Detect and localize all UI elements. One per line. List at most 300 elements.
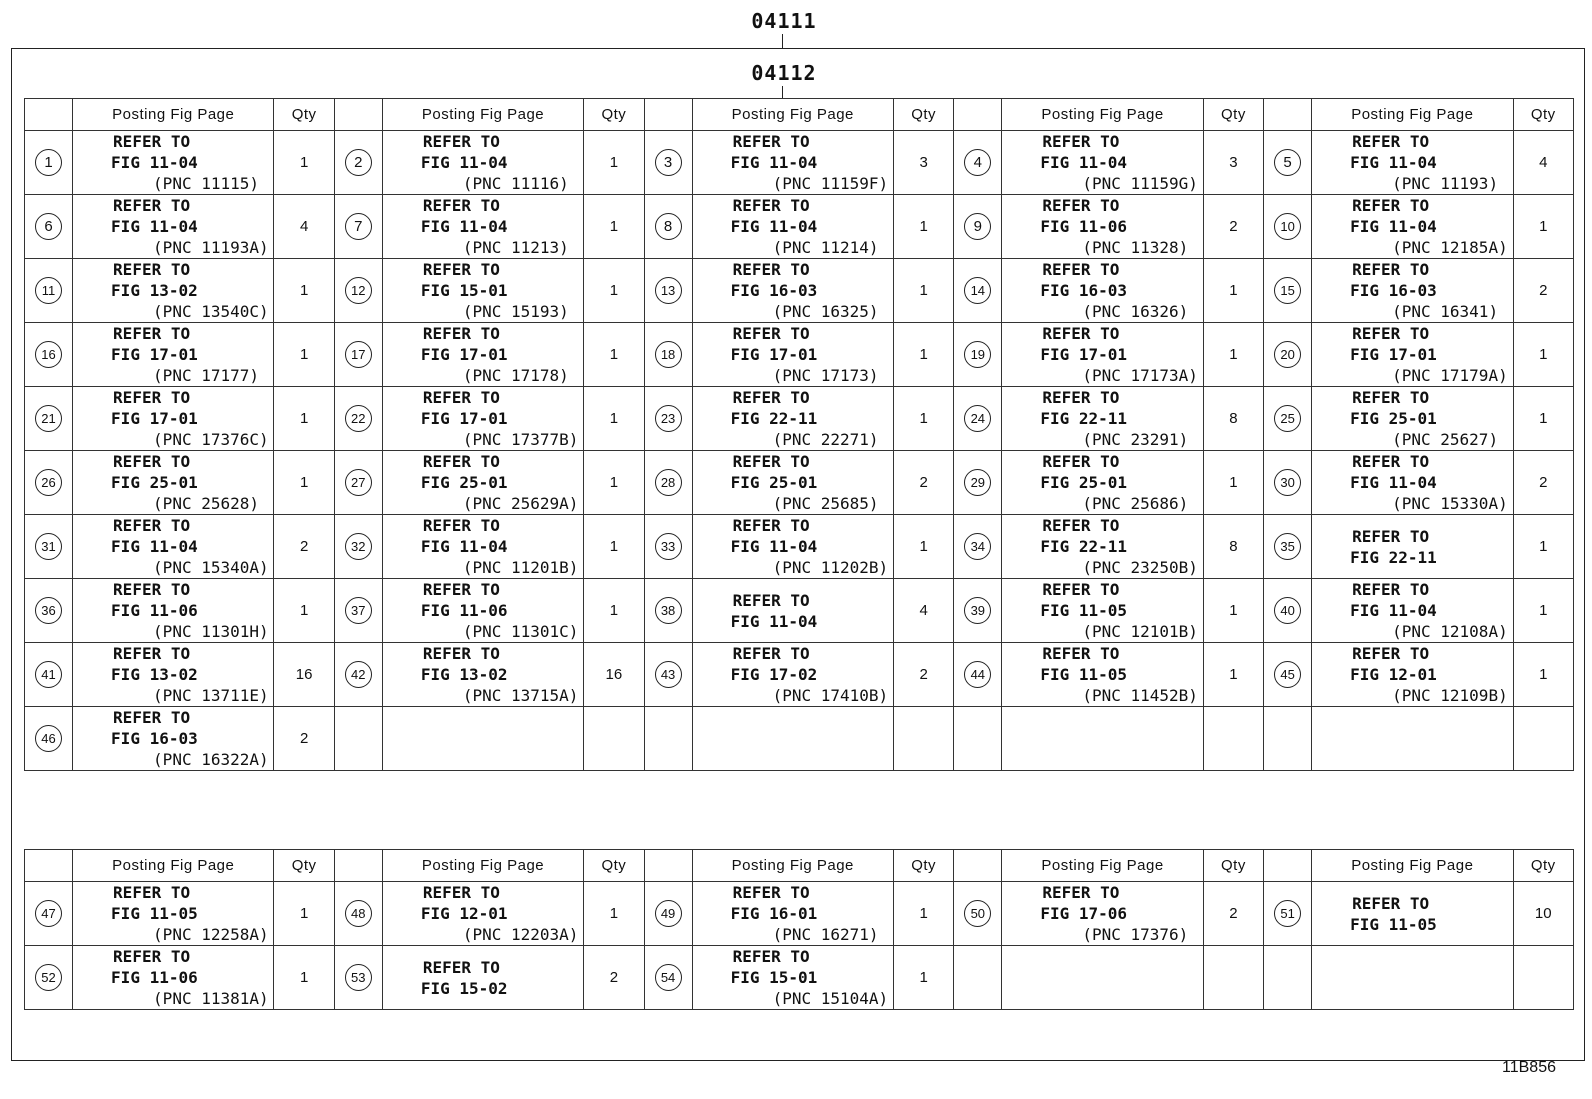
qty-cell [1513, 387, 1573, 451]
reference-text [693, 590, 893, 632]
posting-fig-page-cell [1002, 515, 1203, 579]
posting-fig-page-cell [382, 387, 583, 451]
item-number-cell [334, 131, 382, 195]
qty-cell [1513, 323, 1573, 387]
refer-to-text: REFER TO [113, 388, 191, 407]
qty-value: 1 [1229, 346, 1238, 363]
pnc-reference: (PNC 11301H) [153, 622, 269, 641]
qty-cell [274, 579, 334, 643]
posting-fig-page-cell [1312, 195, 1513, 259]
fig-reference: FIG 11-06 [420, 601, 508, 620]
qty-value: 1 [609, 410, 619, 427]
fig-reference: FIG 16-03 [1040, 281, 1128, 300]
pnc-reference: (PNC 15193) [462, 302, 569, 321]
qty-cell [584, 259, 644, 323]
qty-value: 1 [1539, 538, 1548, 555]
posting-fig-page-cell [73, 643, 274, 707]
fig-reference: FIG 11-05 [1350, 914, 1437, 934]
posting-fig-page-cell [1312, 387, 1513, 451]
posting-fig-page-cell [73, 579, 274, 643]
posting-fig-page-header: Posting Fig Page [1312, 99, 1513, 131]
fig-reference: FIG 17-01 [1350, 345, 1437, 364]
fig-reference: FIG 17-01 [111, 409, 198, 428]
item-number-circle: 18 [655, 341, 682, 368]
refer-to-text: REFER TO [1352, 260, 1430, 279]
qty-cell [274, 707, 334, 771]
pnc-reference: (PNC 11214) [772, 238, 879, 257]
item-number-circle: 15 [1274, 277, 1301, 304]
item-number-circle: 9 [964, 213, 991, 240]
posting-fig-page-header: Posting Fig Page [1002, 850, 1203, 882]
pnc-reference: (PNC 11202B) [772, 558, 889, 577]
posting-fig-page-header: Posting Fig Page [73, 850, 274, 882]
table-row [25, 451, 1574, 515]
qty-cell [584, 707, 644, 771]
refer-to-text: REFER TO [422, 516, 500, 535]
item-number-cell [954, 259, 1002, 323]
qty-header: Qty [1513, 99, 1573, 131]
fig-reference: FIG 11-04 [111, 537, 198, 556]
posting-fig-page-cell [1312, 579, 1513, 643]
qty-cell [584, 946, 644, 1010]
qty-header: Qty [1513, 850, 1573, 882]
posting-fig-page-cell [692, 946, 893, 1010]
qty-cell [893, 451, 953, 515]
qty-cell [893, 882, 953, 946]
fig-reference: FIG 11-04 [420, 217, 508, 236]
item-number-cell [644, 643, 692, 707]
table-row [25, 195, 1574, 259]
fig-reference: FIG 17-01 [111, 345, 198, 364]
item-number-circle: 14 [964, 277, 991, 304]
refer-to-text: REFER TO [113, 196, 191, 215]
reference-text [73, 643, 273, 706]
item-number-cell [644, 882, 692, 946]
posting-fig-page-cell [382, 515, 583, 579]
item-number-circle: 8 [655, 213, 682, 240]
pnc-reference: (PNC 11301C) [462, 622, 579, 641]
fig-reference: FIG 11-04 [730, 537, 818, 556]
reference-text [73, 131, 273, 194]
fig-reference: FIG 11-04 [1350, 473, 1437, 492]
item-number-cell [644, 323, 692, 387]
item-number-circle: 39 [964, 597, 991, 624]
refer-to-text: REFER TO [422, 324, 500, 343]
posting-fig-page-cell [382, 259, 583, 323]
qty-cell [274, 195, 334, 259]
posting-fig-page-cell [73, 707, 274, 771]
reference-text [693, 387, 893, 450]
fig-reference: FIG 11-05 [111, 904, 198, 923]
qty-value: 1 [299, 154, 309, 171]
qty-cell [893, 946, 953, 1010]
item-number-cell [954, 707, 1002, 771]
reference-text [1312, 643, 1512, 706]
qty-value: 1 [919, 410, 928, 427]
posting-fig-page-cell [692, 195, 893, 259]
refer-to-text: REFER TO [732, 132, 810, 151]
qty-cell [274, 131, 334, 195]
item-number-cell [954, 579, 1002, 643]
refer-to-text: REFER TO [1352, 526, 1430, 546]
reference-text [383, 387, 583, 450]
qty-header: Qty [1203, 99, 1263, 131]
fig-reference: FIG 17-01 [730, 345, 818, 364]
qty-value: 1 [919, 346, 928, 363]
reference-table-main [24, 98, 1574, 771]
posting-fig-page-header: Posting Fig Page [382, 850, 583, 882]
fig-reference: FIG 13-02 [111, 281, 198, 300]
pnc-reference: (PNC 12109B) [1392, 686, 1508, 705]
qty-value: 2 [919, 474, 928, 491]
item-number-cell [954, 323, 1002, 387]
qty-cell [1203, 579, 1263, 643]
table-row [25, 259, 1574, 323]
qty-cell [584, 643, 644, 707]
item-number-cell [954, 515, 1002, 579]
refer-to-text: REFER TO [732, 590, 810, 610]
refer-to-text: REFER TO [1042, 324, 1120, 343]
posting-fig-page-cell [382, 195, 583, 259]
pnc-reference: (PNC 12258A) [153, 925, 269, 944]
reference-text [1002, 451, 1202, 514]
posting-fig-page-cell [692, 387, 893, 451]
posting-fig-page-header: Posting Fig Page [692, 99, 893, 131]
refer-to-text: REFER TO [1352, 644, 1430, 663]
reference-text [383, 643, 583, 706]
pnc-reference: (PNC 17177) [153, 366, 260, 385]
item-number-cell [25, 579, 73, 643]
qty-value: 1 [1539, 410, 1548, 427]
refer-to-text: REFER TO [113, 644, 191, 663]
refer-to-text: REFER TO [113, 883, 191, 902]
qty-value: 8 [1229, 538, 1238, 555]
item-number-cell [1264, 195, 1312, 259]
pnc-reference: (PNC 11115) [153, 174, 260, 193]
reference-text [1002, 259, 1202, 322]
item-number-circle: 3 [655, 149, 682, 176]
item-number-cell [25, 643, 73, 707]
item-number-circle: 26 [35, 469, 62, 496]
qty-cell [584, 882, 644, 946]
qty-value: 16 [605, 666, 623, 683]
qty-cell [1203, 131, 1263, 195]
item-number-cell [25, 387, 73, 451]
item-number-circle: 35 [1274, 533, 1301, 560]
refer-to-text: REFER TO [113, 516, 191, 535]
refer-to-text: REFER TO [1042, 196, 1120, 215]
qty-value: 3 [1229, 154, 1238, 171]
reference-text [73, 946, 273, 1009]
qty-value: 4 [299, 218, 309, 235]
item-number-cell [25, 707, 73, 771]
fig-reference: FIG 17-06 [1040, 904, 1128, 923]
refer-to-text: REFER TO [1352, 580, 1430, 599]
pnc-reference: (PNC 13715A) [462, 686, 579, 705]
item-number-circle: 48 [345, 900, 372, 927]
table-row [25, 946, 1574, 1010]
item-number-circle: 10 [1274, 213, 1301, 240]
qty-cell [1513, 643, 1573, 707]
qty-value: 4 [1539, 154, 1548, 171]
posting-fig-page-cell [73, 451, 274, 515]
qty-value: 1 [1539, 666, 1548, 683]
reference-text [73, 451, 273, 514]
refer-to-text: REFER TO [1042, 388, 1120, 407]
fig-reference: FIG 11-04 [1350, 217, 1437, 236]
pnc-reference: (PNC 15104A) [772, 989, 889, 1008]
refer-to-text: REFER TO [1042, 260, 1120, 279]
reference-text [693, 323, 893, 386]
posting-fig-page-cell [1002, 707, 1203, 771]
reference-text [1312, 131, 1512, 194]
posting-fig-page-cell [73, 387, 274, 451]
item-number-header [644, 850, 692, 882]
refer-to-text: REFER TO [1352, 196, 1430, 215]
qty-cell [274, 451, 334, 515]
posting-fig-page-cell [382, 707, 583, 771]
posting-fig-page-header: Posting Fig Page [692, 850, 893, 882]
qty-cell [274, 515, 334, 579]
pnc-reference: (PNC 11381A) [153, 989, 269, 1008]
posting-fig-page-cell [1002, 259, 1203, 323]
qty-cell [1203, 946, 1263, 1010]
posting-fig-page-cell [1002, 323, 1203, 387]
reference-text [73, 323, 273, 386]
reference-text [73, 882, 273, 945]
fig-reference: FIG 12-01 [420, 904, 508, 923]
refer-to-text: REFER TO [113, 452, 191, 471]
item-number-cell [334, 387, 382, 451]
qty-value: 1 [1539, 602, 1548, 619]
pnc-reference: (PNC 12185A) [1392, 238, 1508, 257]
outer-assembly-code: 04111 [751, 9, 817, 33]
qty-cell [1513, 195, 1573, 259]
item-number-cell [25, 946, 73, 1010]
reference-text [693, 195, 893, 258]
reference-text [693, 259, 893, 322]
reference-text [383, 451, 583, 514]
qty-value: 1 [1539, 218, 1548, 235]
item-number-cell [954, 195, 1002, 259]
item-number-header [954, 850, 1002, 882]
fig-reference: FIG 12-01 [1350, 665, 1437, 684]
refer-to-text: REFER TO [113, 260, 191, 279]
item-number-circle: 31 [35, 533, 62, 560]
refer-to-text: REFER TO [422, 580, 500, 599]
item-number-header [334, 850, 382, 882]
reference-text [383, 957, 583, 999]
item-number-cell [954, 387, 1002, 451]
fig-reference: FIG 11-04 [730, 217, 818, 236]
item-number-cell [1264, 643, 1312, 707]
item-number-cell [644, 579, 692, 643]
item-number-cell [644, 259, 692, 323]
qty-value: 1 [1229, 282, 1238, 299]
qty-value: 2 [1229, 218, 1238, 235]
table-row [25, 643, 1574, 707]
reference-text [693, 643, 893, 706]
item-number-cell [644, 131, 692, 195]
item-number-circle: 36 [35, 597, 62, 624]
qty-cell [274, 387, 334, 451]
table-row [25, 131, 1574, 195]
posting-fig-page-cell [73, 195, 274, 259]
item-number-circle: 40 [1274, 597, 1301, 624]
fig-reference: FIG 25-01 [111, 473, 198, 492]
item-number-circle: 23 [655, 405, 682, 432]
reference-text [1002, 643, 1202, 706]
reference-text [73, 579, 273, 642]
qty-cell [1203, 451, 1263, 515]
qty-cell [1513, 131, 1573, 195]
qty-value: 1 [299, 905, 309, 922]
refer-to-text: REFER TO [422, 957, 500, 977]
qty-cell [1513, 579, 1573, 643]
refer-to-text: REFER TO [113, 324, 191, 343]
posting-fig-page-cell [1312, 643, 1513, 707]
pnc-reference: (PNC 25628) [153, 494, 260, 513]
item-number-circle: 7 [345, 213, 372, 240]
fig-reference: FIG 11-04 [1350, 153, 1437, 172]
reference-text [1002, 882, 1202, 945]
qty-cell [584, 387, 644, 451]
item-number-circle: 11 [35, 277, 62, 304]
refer-to-text: REFER TO [732, 196, 810, 215]
pnc-reference: (PNC 12101B) [1082, 622, 1198, 641]
qty-cell [893, 387, 953, 451]
item-number-cell [334, 323, 382, 387]
item-number-header [954, 99, 1002, 131]
refer-to-text: REFER TO [1352, 324, 1430, 343]
refer-to-text: REFER TO [1042, 516, 1120, 535]
fig-reference: FIG 25-01 [1350, 409, 1437, 428]
item-number-circle: 32 [345, 533, 372, 560]
pnc-reference: (PNC 22271) [772, 430, 879, 449]
posting-fig-page-cell [692, 579, 893, 643]
item-number-header [1264, 850, 1312, 882]
qty-cell [893, 259, 953, 323]
item-number-cell [25, 451, 73, 515]
refer-to-text: REFER TO [1042, 452, 1120, 471]
reference-text [693, 451, 893, 514]
reference-text [383, 882, 583, 945]
fig-reference: FIG 13-02 [420, 665, 508, 684]
item-number-cell [1264, 515, 1312, 579]
qty-cell [584, 131, 644, 195]
refer-to-text: REFER TO [113, 132, 191, 151]
refer-to-text: REFER TO [422, 260, 500, 279]
item-number-circle: 13 [655, 277, 682, 304]
item-number-cell [1264, 131, 1312, 195]
qty-header: Qty [274, 99, 334, 131]
item-number-circle: 5 [1274, 149, 1301, 176]
pnc-reference: (PNC 23291) [1082, 430, 1189, 449]
pnc-reference: (PNC 16325) [772, 302, 879, 321]
pnc-reference: (PNC 12203A) [462, 925, 579, 944]
posting-fig-page-cell [73, 882, 274, 946]
item-number-cell [1264, 946, 1312, 1010]
qty-value: 1 [919, 969, 928, 986]
pnc-reference: (PNC 16322A) [153, 750, 269, 769]
qty-cell [1513, 259, 1573, 323]
item-number-cell [25, 259, 73, 323]
item-number-cell [25, 323, 73, 387]
item-number-cell [334, 707, 382, 771]
fig-reference: FIG 25-01 [1040, 473, 1128, 492]
posting-fig-page-cell [73, 259, 274, 323]
refer-to-text: REFER TO [732, 388, 810, 407]
qty-value: 1 [609, 282, 619, 299]
fig-reference: FIG 16-03 [111, 729, 198, 748]
posting-fig-page-cell [73, 323, 274, 387]
qty-value: 16 [295, 666, 313, 683]
reference-text [1002, 515, 1202, 578]
reference-text [1312, 451, 1512, 514]
qty-cell [274, 946, 334, 1010]
pnc-reference: (PNC 17178) [462, 366, 569, 385]
item-number-circle: 28 [655, 469, 682, 496]
pnc-reference: (PNC 13540C) [153, 302, 269, 321]
posting-fig-page-cell [1312, 515, 1513, 579]
posting-fig-page-cell [1002, 387, 1203, 451]
qty-value: 1 [1229, 666, 1238, 683]
qty-value: 1 [299, 474, 309, 491]
qty-cell [584, 451, 644, 515]
fig-reference: FIG 16-03 [730, 281, 818, 300]
qty-value: 1 [609, 538, 619, 555]
item-number-cell [1264, 259, 1312, 323]
fig-reference: FIG 11-04 [730, 153, 818, 172]
reference-text [383, 579, 583, 642]
item-number-circle: 19 [964, 341, 991, 368]
posting-fig-page-cell [382, 579, 583, 643]
refer-to-text: REFER TO [422, 196, 500, 215]
pnc-reference: (PNC 11159F) [772, 174, 889, 193]
reference-text [383, 259, 583, 322]
fig-reference: FIG 22-11 [1040, 409, 1128, 428]
fig-reference: FIG 15-02 [420, 978, 508, 998]
reference-text [1002, 323, 1202, 386]
qty-header: Qty [893, 99, 953, 131]
outer-connector-line [782, 34, 783, 48]
qty-value: 1 [919, 218, 928, 235]
qty-header: Qty [584, 850, 644, 882]
item-number-header [644, 99, 692, 131]
qty-value: 1 [299, 282, 309, 299]
qty-cell [893, 323, 953, 387]
qty-header: Qty [274, 850, 334, 882]
item-number-circle: 51 [1274, 900, 1301, 927]
qty-header: Qty [893, 850, 953, 882]
posting-fig-page-cell [1312, 131, 1513, 195]
reference-text [693, 515, 893, 578]
item-number-circle: 50 [964, 900, 991, 927]
item-number-circle: 12 [345, 277, 372, 304]
item-number-circle: 22 [345, 405, 372, 432]
pnc-reference: (PNC 17410B) [772, 686, 889, 705]
qty-value: 1 [919, 538, 928, 555]
refer-to-text: REFER TO [422, 388, 500, 407]
item-number-header [25, 99, 73, 131]
posting-fig-page-cell [692, 707, 893, 771]
posting-fig-page-cell [692, 451, 893, 515]
posting-fig-page-cell [382, 131, 583, 195]
qty-value: 3 [919, 154, 928, 171]
fig-reference: FIG 11-04 [420, 153, 508, 172]
item-number-cell [644, 195, 692, 259]
item-number-cell [1264, 882, 1312, 946]
